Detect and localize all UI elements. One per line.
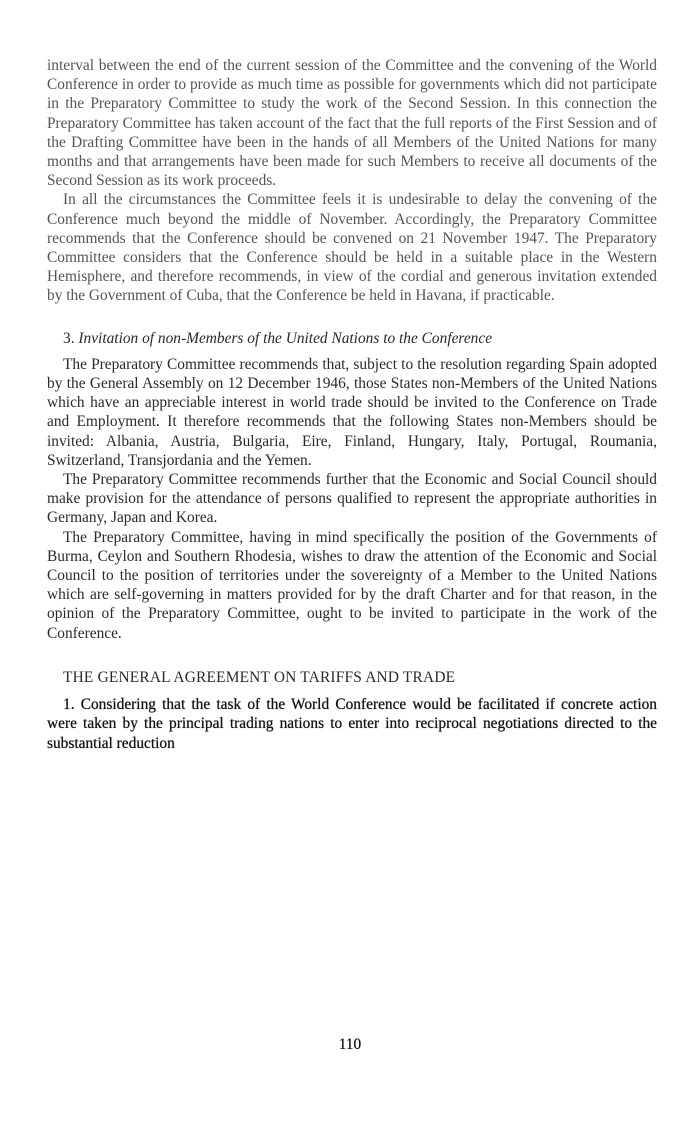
paragraph-germany-japan-korea: The Preparatory Committee recommends further that the Economic and Social Council should make provision for the attendance of persons qualified to represent the appropriate authorities in Germany, Japan and Korea. <box>47 471 657 527</box>
section-title: Invitation of non-Members of the United Nations to the Conference <box>78 329 493 347</box>
paragraph-non-members: The Preparatory Committee recommends that, subject to the resolution regarding Spain adopted by the General Assembly on 12 December 1946, those States non-Members of the United Nations which have an appreciable interest in world trade should be invited to the Conference on Trade and Employment. It therefore recommends that the following States non-Members should be invited: Albania, Austria, Bulgaria, Eire, Finland, Hungary, Italy, Portugal, Roumania, Switzerland, Transjordania and the Yemen. <box>47 355 657 469</box>
paragraph-continuation: interval between the end of the current session of the Committee and the convening of the World Conference in order to provide as much time as possible for governments which did not participate in the Preparatory Committee to study the work of the Second Session. In this connection the Preparatory Committee has taken account of the fact that the full reports of the First Session and of the Drafting Committee have been in the hands of all Members of the United Nations for many months and that arrangements have been made for such Members to receive all documents of the Second Session as its work proceeds. <box>47 57 657 190</box>
document-page <box>47 56 657 753</box>
gatt-heading: THE GENERAL AGREEMENT ON TARIFFS AND TRADE <box>63 668 456 686</box>
paragraph-gatt-1: 1. Considering that the task of the World Conference would be facilitated if concrete action were taken by the principal trading nations to enter into reciprocal negotiations directed to the substantial reduction <box>47 696 657 752</box>
section-number: 3. <box>63 329 75 347</box>
section-heading-invitation <box>47 329 657 348</box>
paragraph-convening-date: In all the circumstances the Committee feels it is undesirable to delay the convening of the Conference much beyond the middle of November. Accordingly, the Preparatory Committee recommends that the Conference should be convened on 21 November 1947. The Preparatory Committee considers that the Conference should be held in a suitable place in the Western Hemisphere, and therefore recommends, in view of the cordial and generous invitation extended by the Government of Cuba, that the Conference be held in Havana, if practicable. <box>47 191 657 305</box>
paragraph-self-governing-territories: The Preparatory Committee, having in mind specifically the position of the Governments of Burma, Ceylon and Southern Rhodesia, wishes to draw the attention of the Economic and Social Council to the position of territories under the sovereignty of a Member to the United Nations which are self-governing in matters provided for by the draft Charter and for that reason, in the opinion of the Preparatory Committee, ought to be invited to participate in the work of the Conference. <box>47 528 657 642</box>
page-number: 110 <box>338 1036 362 1053</box>
